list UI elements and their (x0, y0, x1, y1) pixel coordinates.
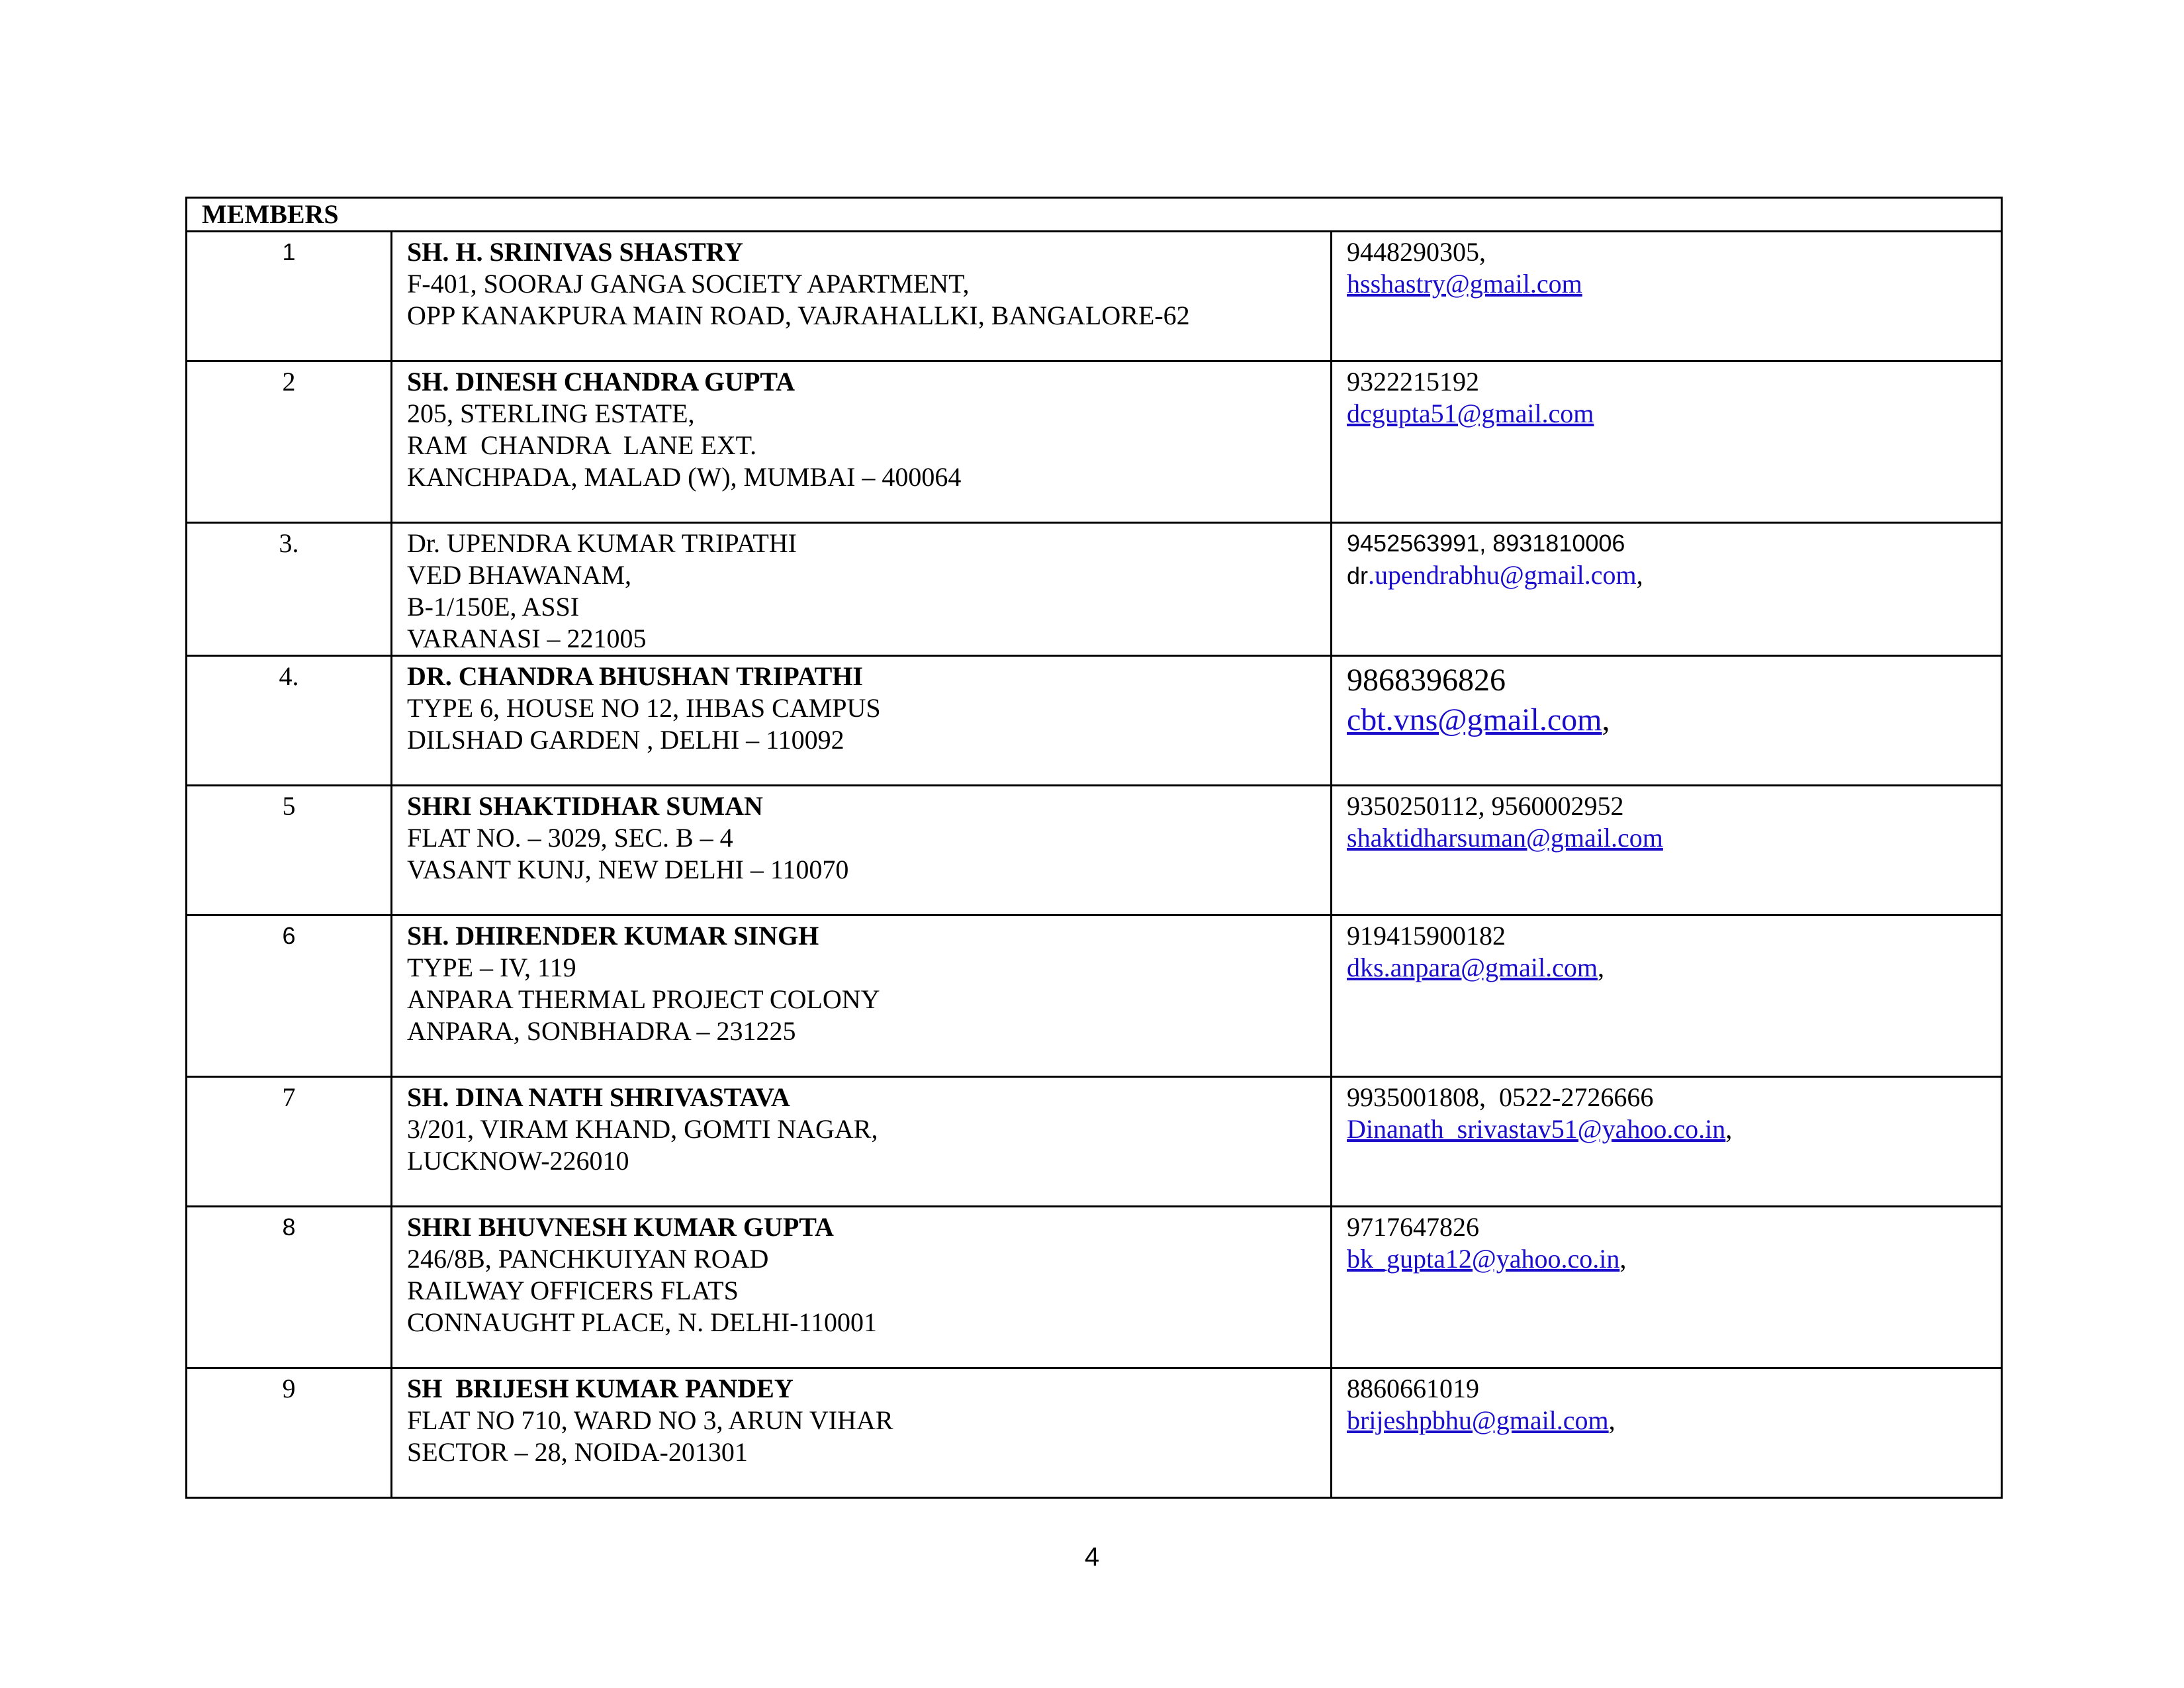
member-name: SHRI SHAKTIDHAR SUMAN (407, 791, 763, 821)
member-name: SH BRIJESH KUMAR PANDEY (407, 1374, 794, 1403)
email-prefix: dr (1347, 562, 1369, 589)
email-link[interactable]: dks.anpara@gmail.com (1347, 953, 1598, 982)
table-header-row (187, 198, 2002, 232)
address-line: TYPE 6, HOUSE NO 12, IHBAS CAMPUS (407, 693, 881, 723)
email-suffix: , (1636, 560, 1643, 590)
member-number: 3. (187, 523, 392, 656)
address-line: FLAT NO 710, WARD NO 3, ARUN VIHAR (407, 1405, 893, 1435)
table-row (187, 1077, 2002, 1207)
table-row (187, 1207, 2002, 1368)
member-name: SH. DHIRENDER KUMAR SINGH (407, 921, 819, 951)
email-suffix: , (1619, 1244, 1627, 1274)
member-name: SH. DINESH CHANDRA GUPTA (407, 367, 795, 397)
address-line: VASANT KUNJ, NEW DELHI – 110070 (407, 855, 849, 884)
table-row (187, 361, 2002, 523)
member-address-cell (392, 915, 1332, 1077)
member-contact-cell (1332, 1368, 2002, 1498)
address-line: TYPE – IV, 119 (407, 953, 576, 982)
member-name: SH. DINA NATH SHRIVASTAVA (407, 1082, 790, 1112)
email-link[interactable]: bk_gupta12@yahoo.co.in (1347, 1244, 1620, 1274)
member-address-cell (392, 232, 1332, 361)
table-row (187, 523, 2002, 656)
address-line: CONNAUGHT PLACE, N. DELHI-110001 (407, 1307, 877, 1337)
members-heading: MEMBERS (187, 198, 2002, 232)
member-contact-cell (1332, 232, 2002, 361)
member-name: SH. H. SRINIVAS SHASTRY (407, 237, 744, 267)
member-address-cell (392, 656, 1332, 786)
page-number: 4 (1084, 1542, 1100, 1571)
member-number: 2 (187, 361, 392, 523)
member-address-cell (392, 1207, 1332, 1368)
member-contact-cell (1332, 1207, 2002, 1368)
members-table (185, 197, 2003, 1499)
phone-number: 9448290305, (1347, 237, 1486, 267)
email-suffix: , (1608, 1405, 1615, 1435)
member-number: 5 (187, 786, 392, 915)
phone-number: 9935001808, 0522-2726666 (1347, 1082, 1654, 1112)
address-line: ANPARA THERMAL PROJECT COLONY (407, 984, 880, 1014)
phone-number: 8860661019 (1347, 1374, 1479, 1403)
phone-number: 9350250112, 9560002952 (1347, 791, 1624, 821)
address-line: OPP KANAKPURA MAIN ROAD, VAJRAHALLKI, BANGALORE-62 (407, 301, 1190, 330)
email-suffix: , (1725, 1114, 1733, 1144)
table-row (187, 656, 2002, 786)
phone-number: 9322215192 (1347, 367, 1479, 397)
address-line: FLAT NO. – 3029, SEC. B – 4 (407, 823, 733, 853)
member-number: 6 (187, 915, 392, 1077)
member-address-cell (392, 1368, 1332, 1498)
email-link[interactable]: Dinanath_srivastav51@yahoo.co.in (1347, 1114, 1726, 1144)
email-link[interactable]: cbt.vns@gmail.com (1347, 702, 1602, 737)
address-line: ANPARA, SONBHADRA – 231225 (407, 1016, 796, 1046)
member-number: 7 (187, 1077, 392, 1207)
table-row (187, 1368, 2002, 1498)
address-line: VARANASI – 221005 (407, 624, 647, 653)
member-contact-cell (1332, 656, 2002, 786)
table-row (187, 786, 2002, 915)
email-link[interactable]: dcgupta51@gmail.com (1347, 399, 1594, 428)
email-link[interactable]: shaktidharsuman@gmail.com (1347, 823, 1663, 853)
member-address-cell (392, 786, 1332, 915)
table-row (187, 915, 2002, 1077)
address-line: VED BHAWANAM, (407, 560, 632, 590)
address-line: RAILWAY OFFICERS FLATS (407, 1276, 739, 1305)
address-line: SECTOR – 28, NOIDA-201301 (407, 1437, 748, 1467)
email-link[interactable]: .upendrabhu@gmail.com (1368, 560, 1637, 590)
member-address-cell (392, 1077, 1332, 1207)
email-suffix: , (1602, 702, 1610, 737)
member-name: Dr. UPENDRA KUMAR TRIPATHI (407, 528, 797, 558)
phone-number: 9717647826 (1347, 1212, 1479, 1242)
phone-number: 919415900182 (1347, 921, 1506, 951)
address-line: DILSHAD GARDEN , DELHI – 110092 (407, 725, 844, 755)
address-line: 3/201, VIRAM KHAND, GOMTI NAGAR, (407, 1114, 878, 1144)
member-number: 4. (187, 656, 392, 786)
address-line: LUCKNOW-226010 (407, 1146, 629, 1176)
table-row (187, 232, 2002, 361)
member-contact-cell (1332, 1077, 2002, 1207)
address-line: 246/8B, PANCHKUIYAN ROAD (407, 1244, 769, 1274)
member-name: DR. CHANDRA BHUSHAN TRIPATHI (407, 661, 863, 691)
member-number: 9 (187, 1368, 392, 1498)
member-contact-cell (1332, 361, 2002, 523)
address-line: KANCHPADA, MALAD (W), MUMBAI – 400064 (407, 462, 962, 492)
email-link[interactable]: hsshastry@gmail.com (1347, 269, 1582, 299)
email-suffix: , (1597, 953, 1604, 982)
member-contact-cell (1332, 915, 2002, 1077)
email-link[interactable]: brijeshpbhu@gmail.com (1347, 1405, 1609, 1435)
address-line: F-401, SOORAJ GANGA SOCIETY APARTMENT, (407, 269, 970, 299)
phone-number: 9452563991, 8931810006 (1347, 530, 1625, 557)
member-address-cell (392, 361, 1332, 523)
member-number: 8 (187, 1207, 392, 1368)
member-name: SHRI BHUVNESH KUMAR GUPTA (407, 1212, 834, 1242)
member-number: 1 (187, 232, 392, 361)
member-contact-cell (1332, 523, 2002, 656)
phone-number: 9868396826 (1347, 663, 1506, 698)
address-line: 205, STERLING ESTATE, (407, 399, 695, 428)
member-address-cell (392, 523, 1332, 656)
member-contact-cell (1332, 786, 2002, 915)
address-line: RAM CHANDRA LANE EXT. (407, 430, 757, 460)
address-line: B-1/150E, ASSI (407, 592, 580, 622)
